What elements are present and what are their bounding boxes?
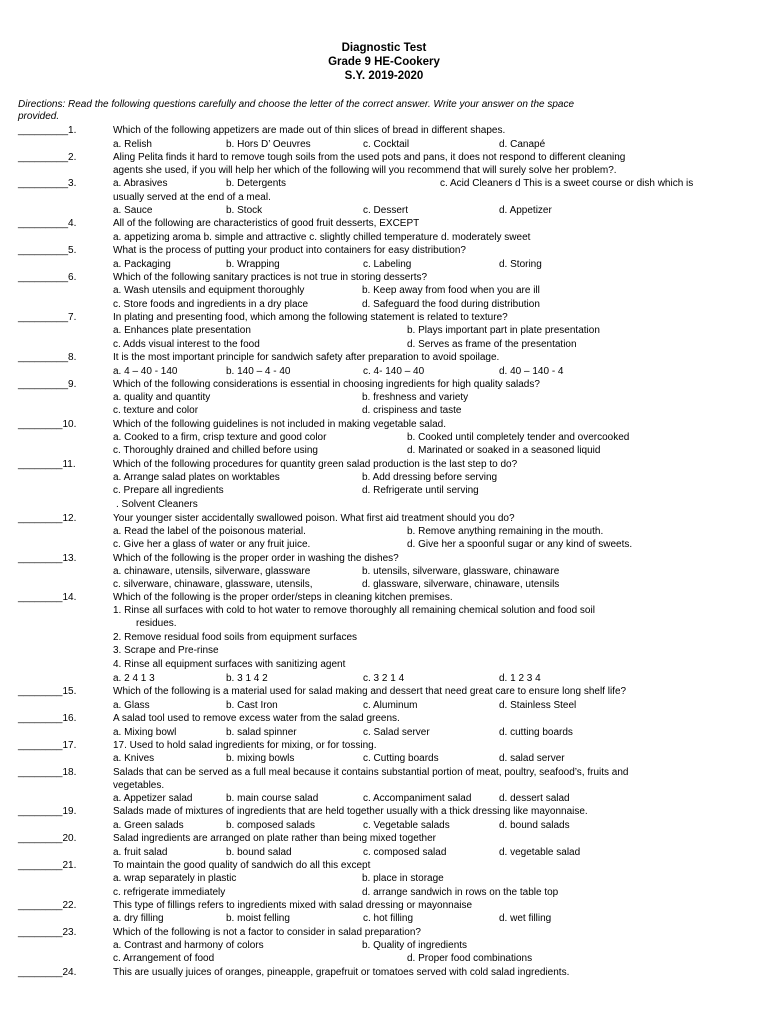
answer-blank-number: ________17. — [18, 740, 77, 751]
directions-line-2: provided. — [18, 111, 60, 122]
answer-blank-number: ________16. — [18, 713, 77, 724]
question-text: Which of the following is the proper order in washing the dishes? — [113, 553, 399, 564]
answer-choice: b. Stock — [226, 205, 263, 216]
answer-choice: c. Aluminum — [363, 700, 418, 711]
question-text: Salads made of mixtures of ingredients that are held together usually with a thick dressing like mayonnaise. — [113, 806, 588, 817]
answer-choice: usually served at the end of a meal. — [113, 192, 271, 203]
answer-blank-number: ________18. — [18, 767, 77, 778]
answer-choice: d. bound salads — [499, 820, 570, 831]
answer-choice: d. wet filling — [499, 913, 552, 924]
answer-choice: c. Accompaniment salad — [363, 793, 472, 804]
answer-choice: a. Wash utensils and equipment thoroughly — [113, 285, 305, 296]
answer-choice: agents she used, if you will help her which of the following will you recommend that will surely solve her problem?. — [113, 165, 617, 176]
answer-choice: d. Storing — [499, 259, 542, 270]
answer-choice: residues. — [136, 618, 177, 629]
answer-choice: a. wrap separately in plastic — [113, 873, 237, 884]
answer-choice: d. Stainless Steel — [499, 700, 577, 711]
answer-choice: vegetables. — [113, 780, 165, 791]
answer-choice: b. Add dressing before serving — [362, 472, 498, 483]
answer-choice: a. Contrast and harmony of colors — [113, 940, 264, 951]
answer-choice: a. Read the label of the poisonous material. — [113, 526, 306, 537]
answer-choice: d. crispiness and taste — [362, 405, 462, 416]
answer-blank-number: ________24. — [18, 967, 77, 978]
answer-choice: b. moist felling — [226, 913, 290, 924]
question-text: Which of the following considerations is essential in choosing ingredients for high quality salads? — [113, 379, 540, 390]
answer-choice: d. arrange sandwich in rows on the table top — [362, 887, 559, 898]
answer-choice: a. Green salads — [113, 820, 184, 831]
question-text: Which of the following is a material used for salad making and dessert that need great care to ensure long shelf life? — [113, 686, 627, 697]
answer-choice: c. 3 2 1 4 — [363, 673, 405, 684]
answer-choice: c. Thoroughly drained and chilled before using — [113, 445, 318, 456]
answer-choice: b. composed salads — [226, 820, 315, 831]
answer-choice: d. Give her a spoonful sugar or any kind of sweets. — [407, 539, 633, 550]
answer-choice: b. Plays important part in plate presentation — [407, 325, 600, 336]
answer-blank-number: ________20. — [18, 833, 77, 844]
answer-choice: a. Appetizer salad — [113, 793, 193, 804]
answer-blank-number: ________11. — [18, 459, 76, 470]
answer-choice: b. 3 1 4 2 — [226, 673, 268, 684]
answer-choice: c. Store foods and ingredients in a dry place — [113, 299, 309, 310]
answer-choice: b. bound salad — [226, 847, 292, 858]
answer-choice: b. Remove anything remaining in the mouth. — [407, 526, 604, 537]
document-title: Diagnostic Test — [341, 42, 427, 54]
answer-choice: b. mixing bowls — [226, 753, 295, 764]
answer-choice: c. Dessert — [363, 205, 409, 216]
answer-choice: a. 4 – 40 - 140 — [113, 366, 178, 377]
answer-blank-number: _________9. — [18, 379, 77, 390]
answer-choice: d. cutting boards — [499, 727, 573, 738]
answer-choice: b. Quality of ingredients — [362, 940, 468, 951]
answer-choice: 3. Scrape and Pre-rinse — [113, 645, 219, 656]
answer-blank-number: ________21. — [18, 860, 77, 871]
answer-blank-number: ________15. — [18, 686, 77, 697]
answer-choice: d. Serves as frame of the presentation — [407, 339, 577, 350]
answer-choice: c. Acid Cleaners d This is a sweet course or dish which is — [440, 178, 694, 189]
answer-choice: b. Hors D’ Oeuvres — [226, 139, 311, 150]
answer-choice: d. glassware, silverware, chinaware, utensils — [362, 579, 560, 590]
question-text: Salads that can be served as a full meal because it contains substantial portion of meat, poultry, seafood’s, fruits and — [113, 767, 629, 778]
answer-choice: b. freshness and variety — [362, 392, 469, 403]
question-text: Salad ingredients are arranged on plate rather than being mixed together — [113, 833, 436, 844]
answer-choice: c. hot filling — [363, 913, 414, 924]
answer-choice: a. fruit salad — [113, 847, 168, 858]
answer-choice: d. Marinated or soaked in a seasoned liquid — [407, 445, 601, 456]
school-year: S.Y. 2019-2020 — [344, 70, 424, 82]
question-text: Which of the following appetizers are made out of thin slices of bread in different shapes. — [113, 125, 506, 136]
answer-choice: b. Cooked until completely tender and overcooked — [407, 432, 630, 443]
answer-choice: d. Refrigerate until serving — [362, 485, 479, 496]
question-text: Aling Pelita finds it hard to remove tough soils from the used pots and pans, it does not respond to different cleaning — [113, 152, 626, 163]
question-text: This type of fillings refers to ingredients mixed with salad dressing or mayonnaise — [113, 900, 473, 911]
answer-blank-number: ________23. — [18, 927, 77, 938]
answer-choice: b. 140 – 4 - 40 — [226, 366, 291, 377]
answer-choice: c. Vegetable salads — [363, 820, 450, 831]
question-text: Which of the following sanitary practices is not true in storing desserts? — [113, 272, 428, 283]
question-text: All of the following are characteristics of good fruit desserts, EXCEPT — [113, 218, 420, 229]
answer-choice: d. 40 – 140 - 4 — [499, 366, 564, 377]
answer-choice: a. Enhances plate presentation — [113, 325, 251, 336]
answer-choice: c. silverware, chinaware, glassware, utensils, — [113, 579, 313, 590]
answer-choice: a. Packaging — [113, 259, 171, 270]
answer-choice: c. refrigerate immediately — [113, 887, 226, 898]
answer-choice: d. salad server — [499, 753, 565, 764]
question-text: It is the most important principle for sandwich safety after preparation to avoid spoilage. — [113, 352, 500, 363]
answer-blank-number: ________22. — [18, 900, 77, 911]
question-text: What is the process of putting your product into containers for easy distribution? — [113, 245, 466, 256]
answer-choice: d. Appetizer — [499, 205, 552, 216]
answer-choice: d. 1 2 3 4 — [499, 673, 541, 684]
question-text: 17. Used to hold salad ingredients for mixing, or for tossing. — [113, 740, 377, 751]
answer-blank-number: ________19. — [18, 806, 77, 817]
answer-blank-number: _________2. — [18, 152, 77, 163]
document-subtitle: Grade 9 HE-Cookery — [328, 56, 440, 68]
answer-blank-number: _________7. — [18, 312, 77, 323]
answer-choice: c. Cocktail — [363, 139, 410, 150]
answer-choice: c. Arrangement of food — [113, 953, 215, 964]
answer-blank-number: ________14. — [18, 592, 77, 603]
answer-choice: c. texture and color — [113, 405, 199, 416]
answer-blank-number: _________4. — [18, 218, 77, 229]
answer-choice: d. dessert salad — [499, 793, 570, 804]
answer-choice: b. Detergents — [226, 178, 287, 189]
answer-choice: a. Arrange salad plates on worktables — [113, 472, 280, 483]
question-text: Which of the following is the proper order/steps in cleaning kitchen premises. — [113, 592, 453, 603]
answer-choice: 1. Rinse all surfaces with cold to hot water to remove thoroughly all remaining chemical solution and food soil — [113, 605, 595, 616]
answer-choice: a. appetizing aroma b. simple and attractive c. slightly chilled temperature d. moderately sweet — [113, 232, 531, 243]
answer-choice: c. Prepare all ingredients — [113, 485, 224, 496]
answer-choice: b. utensils, silverware, glassware, chinaware — [362, 566, 560, 577]
answer-choice: c. Labeling — [363, 259, 412, 270]
answer-blank-number: _________6. — [18, 272, 77, 283]
answer-blank-number: ________10. — [18, 419, 77, 430]
answer-choice: d. Canapé — [499, 139, 546, 150]
answer-choice: a. quality and quantity — [113, 392, 211, 403]
answer-blank-number: _________1. — [18, 125, 77, 136]
answer-blank-number: _________3. — [18, 178, 77, 189]
answer-choice: c. composed salad — [363, 847, 447, 858]
answer-choice: . Solvent Cleaners — [116, 499, 198, 510]
answer-choice: d. vegetable salad — [499, 847, 581, 858]
answer-choice: b. salad spinner — [226, 727, 297, 738]
answer-choice: a. 2 4 1 3 — [113, 673, 155, 684]
answer-choice: b. place in storage — [362, 873, 444, 884]
answer-choice: a. dry filling — [113, 913, 164, 924]
answer-choice: b. Wrapping — [226, 259, 280, 270]
answer-choice: 4. Rinse all equipment surfaces with sanitizing agent — [113, 659, 346, 670]
answer-blank-number: _________5. — [18, 245, 77, 256]
directions-line-1: Directions: Read the following questions carefully and choose the letter of the correct answer. Write your answer on the space — [18, 99, 575, 110]
answer-choice: c. Cutting boards — [363, 753, 439, 764]
answer-blank-number: _________8. — [18, 352, 77, 363]
question-text: a. Abrasives — [113, 178, 168, 189]
answer-choice: a. Cooked to a firm, crisp texture and good color — [113, 432, 327, 443]
question-text: Which of the following guidelines is not included in making vegetable salad. — [113, 419, 446, 430]
answer-choice: d. Safeguard the food during distribution — [362, 299, 540, 310]
answer-choice: c. Adds visual interest to the food — [113, 339, 260, 350]
answer-choice: a. Glass — [113, 700, 150, 711]
question-text: In plating and presenting food, which among the following statement is related to texture? — [113, 312, 508, 323]
answer-choice: a. chinaware, utensils, silverware, glassware — [113, 566, 311, 577]
answer-blank-number: ________12. — [18, 513, 77, 524]
answer-choice: a. Knives — [113, 753, 155, 764]
answer-choice: c. Salad server — [363, 727, 430, 738]
question-text: Which of the following is not a factor to consider in salad preparation? — [113, 927, 421, 938]
question-text: Which of the following procedures for quantity green salad production is the last step to do? — [113, 459, 518, 470]
answer-choice: d. Proper food combinations — [407, 953, 533, 964]
answer-choice: 2. Remove residual food soils from equipment surfaces — [113, 632, 358, 643]
answer-choice: a. Mixing bowl — [113, 727, 177, 738]
answer-choice: c. 4- 140 – 40 — [363, 366, 425, 377]
question-text: This are usually juices of oranges, pineapple, grapefruit or tomatoes served with cold salad ingredients. — [113, 967, 570, 978]
question-text: A salad tool used to remove excess water from the salad greens. — [113, 713, 400, 724]
answer-choice: c. Give her a glass of water or any fruit juice. — [113, 539, 311, 550]
answer-choice: b. Keep away from food when you are ill — [362, 285, 540, 296]
question-text: Your younger sister accidentally swallowed poison. What first aid treatment should you do? — [113, 513, 515, 524]
answer-choice: a. Sauce — [113, 205, 153, 216]
answer-choice: a. Relish — [113, 139, 152, 150]
answer-blank-number: ________13. — [18, 553, 77, 564]
question-text: To maintain the good quality of sandwich do all this except — [113, 860, 371, 871]
answer-choice: b. Cast Iron — [226, 700, 278, 711]
answer-choice: b. main course salad — [226, 793, 319, 804]
